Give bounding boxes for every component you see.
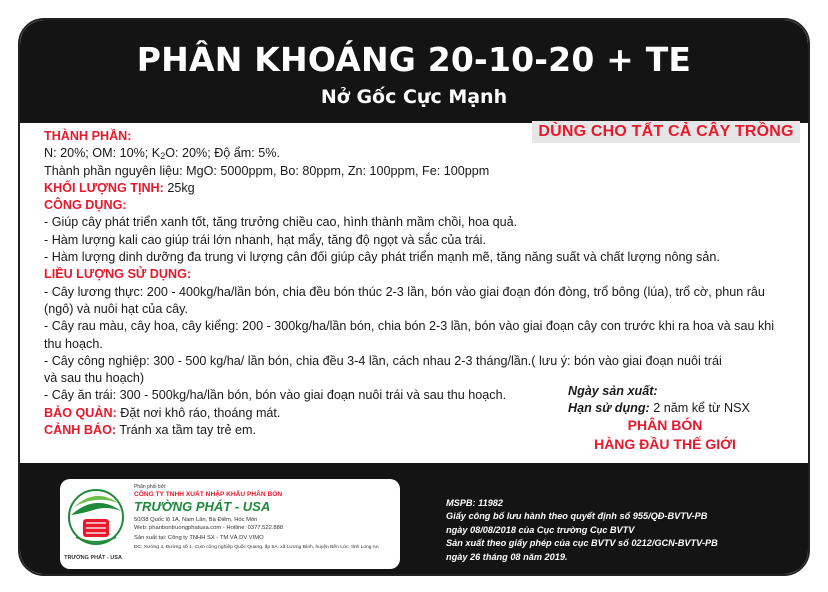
manufacturer: Sản xuất tại: Công ty TNHH SX - TM VÀ DV VIMO — [134, 535, 264, 541]
label-header — [20, 20, 808, 123]
date-block — [568, 383, 798, 418]
storage-heading: BẢO QUẢN: — [44, 405, 117, 420]
registration-line: ngày 08/08/2018 của Cục trường Cục BVTV — [446, 524, 635, 535]
warning-value: Tránh xa tầm tay trẻ em. — [116, 423, 257, 438]
registration-line: ngày 26 tháng 08 năm 2019. — [446, 551, 568, 562]
net-weight — [44, 180, 800, 197]
dosage-item: - Cây ăn trái: 300 - 500kg/ha/lần bón, bón vào giai đoạn nuôi trái và sau thu hoạch. — [44, 388, 507, 403]
dosage-heading: LIỀU LƯỢNG SỬ DỤNG: — [44, 267, 192, 282]
uses-heading: CÔNG DỤNG: — [44, 198, 127, 213]
product-title: PHÂN KHOÁNG 20-10-20 + TE — [136, 40, 692, 79]
net-weight-heading: KHỐI LƯỢNG TỊNH: — [44, 180, 164, 195]
composition-heading: THÀNH PHẦN: — [44, 129, 132, 143]
dosage-item: - Cây công nghiệp: 300 - 500 kg/ha/ lần bón, chia đều 3-4 lần, cách nhau 2-3 tháng/lần.( lưu ý: bón vào giai đoạn nuôi trái — [44, 353, 722, 368]
net-weight-value: 25kg — [163, 180, 195, 195]
label-footer — [20, 463, 808, 576]
slogan-line-2: HÀNG ĐẦU THẾ GIỚI — [594, 436, 736, 452]
logo-caption: TRƯỜNG PHÁT - USA — [64, 555, 122, 561]
uses-item: - Giúp cây phát triển xanh tốt, tăng trưởng chiều cao, hình thành mầm chồi, hoa quả. — [44, 215, 518, 230]
uses-item: - Hàm lượng kali cao giúp trái lớn nhanh, hạt mẩy, tăng độ ngọt và sắc của trái. — [44, 232, 486, 247]
slogan-line-1: PHÂN BÓN — [627, 417, 703, 433]
registration-line: Sản xuất theo giấy phép của cục BVTV số 0212/GCN-BVTV-PB — [446, 538, 718, 549]
registration-info — [446, 497, 806, 564]
expiry-value: 2 năm kể từ NSX — [649, 401, 750, 416]
distributor-card — [60, 479, 400, 569]
distributed-by-label: Phân phối bởi: — [134, 484, 167, 490]
dosage-item: - Cây lương thực: 200 - 400kg/ha/lần bón, chia đều bón thúc 2-3 lần, bón vào giai đoạn đón đòng, trổ bông (lúa), trổ cờ, phun râu (ngô) và nuôi hạt của cây. — [44, 284, 765, 316]
brand-name: TRƯỜNG PHÁT - USA — [134, 499, 271, 514]
truong-phat-logo-icon — [66, 485, 126, 553]
uses-item: - Hàm lượng dinh dưỡng đa trung vi lượng cân đối giúp cây phát triển mạnh mẽ, tăng năng suất và chất lượng nông sản. — [44, 250, 720, 265]
dosage-item: - Cây rau màu, cây hoa, cây kiểng: 200 - 300kg/ha/lần bón, chia bón 2-3 lần, bón vào giai đoạn cây con trước khi ra hoa và sau khi thu hoạch. — [44, 319, 775, 351]
company-address: 50/38 Quốc lộ 1A, Nam Lân, Bà Điểm, Hóc Môn — [134, 517, 258, 523]
composition-line-1: N: 20%; OM: 10%; $K_2O$: 20%; Độ ẩm: 5%. — [44, 146, 280, 162]
expiry-line — [568, 400, 798, 417]
mfg-date-label: Ngày sản xuất: — [568, 384, 658, 398]
product-label — [18, 18, 810, 576]
company-contact: Web: phanbontruongphatusa.com - Hotline: 0377.522.888 — [134, 525, 284, 531]
company-name: CÔNG TY TNHH XUẤT NHẬP KHẨU PHÂN BÓN — [134, 491, 283, 498]
product-subtitle: Nở Gốc Cực Mạnh — [320, 86, 508, 108]
composition-line-2: Thành phần nguyên liệu: MgO: 5000ppm, Bo: 80ppm, Zn: 100ppm, Fe: 100ppm — [44, 163, 490, 178]
all-crops-banner: DÙNG CHO TẤT CẢ CÂY TRỒNG — [532, 121, 800, 143]
dosage-item: và sau thu hoạch) — [44, 371, 145, 386]
registration-line: MSPB: 11982 — [446, 498, 504, 508]
warning-heading: CẢNH BÁO: — [44, 423, 117, 438]
factory-address: ĐC: Xưởng 4, Đường số 1, Cụm công nghiệp Quốc Quang, ấp 5A, xã Lương Bình, huyện Bến Lức, tỉnh Long An — [134, 545, 379, 550]
storage-value: Đặt nơi khô ráo, thoáng mát. — [116, 405, 281, 420]
registration-line: Giấy công bố lưu hành theo quyết định số 955/QĐ-BVTV-PB — [446, 511, 708, 522]
expiry-label: Hạn sử dụng: — [568, 401, 650, 416]
